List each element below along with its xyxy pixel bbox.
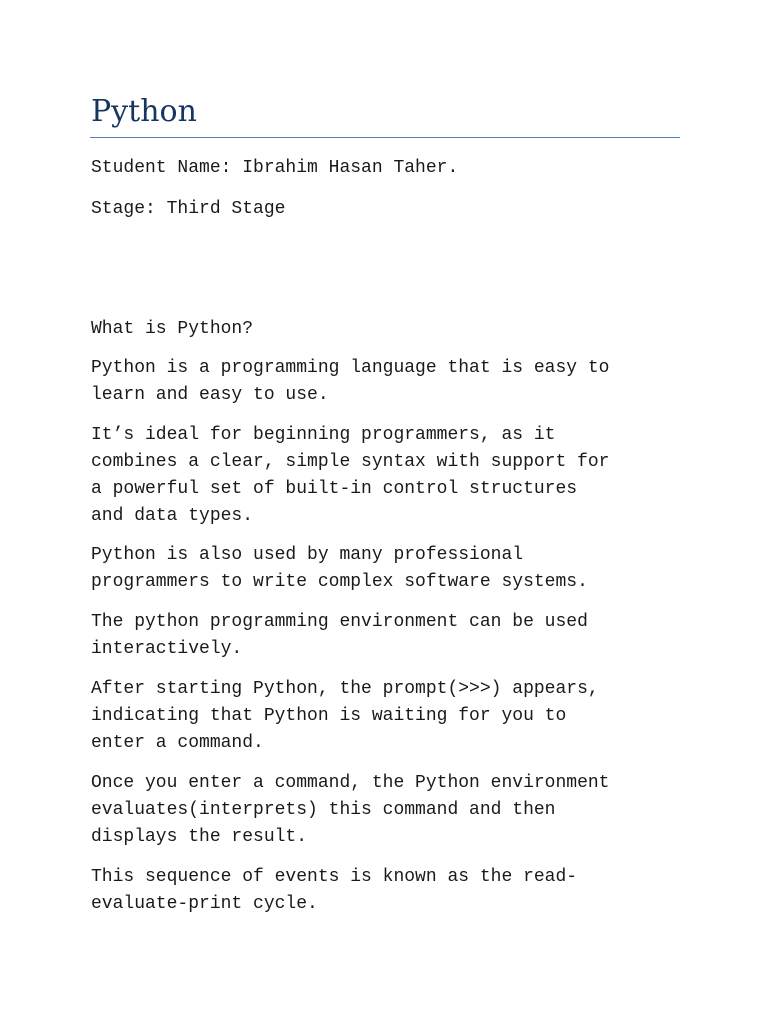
- student-name-line: Student Name: Ibrahim Hasan Taher.: [91, 158, 459, 178]
- paragraph-prompt: After starting Python, the prompt(>>>) appears, indicating that Python is waiting for you to enter a command.: [91, 679, 599, 753]
- paragraph-interactive: The python programming environment can be used interactively.: [91, 612, 588, 659]
- question-heading: What is Python?: [91, 319, 254, 339]
- paragraph-beginners: It’s ideal for beginning programmers, as it combines a clear, simple syntax with support for a powerful set of built-in control structures and data types.: [91, 425, 610, 526]
- paragraph-professional: Python is also used by many professional programmers to write complex software systems.: [91, 545, 588, 592]
- paragraph-evaluate: Once you enter a command, the Python environment evaluates(interprets) this command and then displays the result.: [91, 773, 610, 847]
- title-underline-rule: [90, 137, 680, 138]
- stage-line: Stage: Third Stage: [91, 199, 286, 219]
- paragraph-cycle: This sequence of events is known as the read- evaluate-print cycle.: [91, 867, 578, 914]
- paragraph-intro: Python is a programming language that is easy to learn and easy to use.: [91, 358, 610, 405]
- document-title: Python: [91, 94, 197, 129]
